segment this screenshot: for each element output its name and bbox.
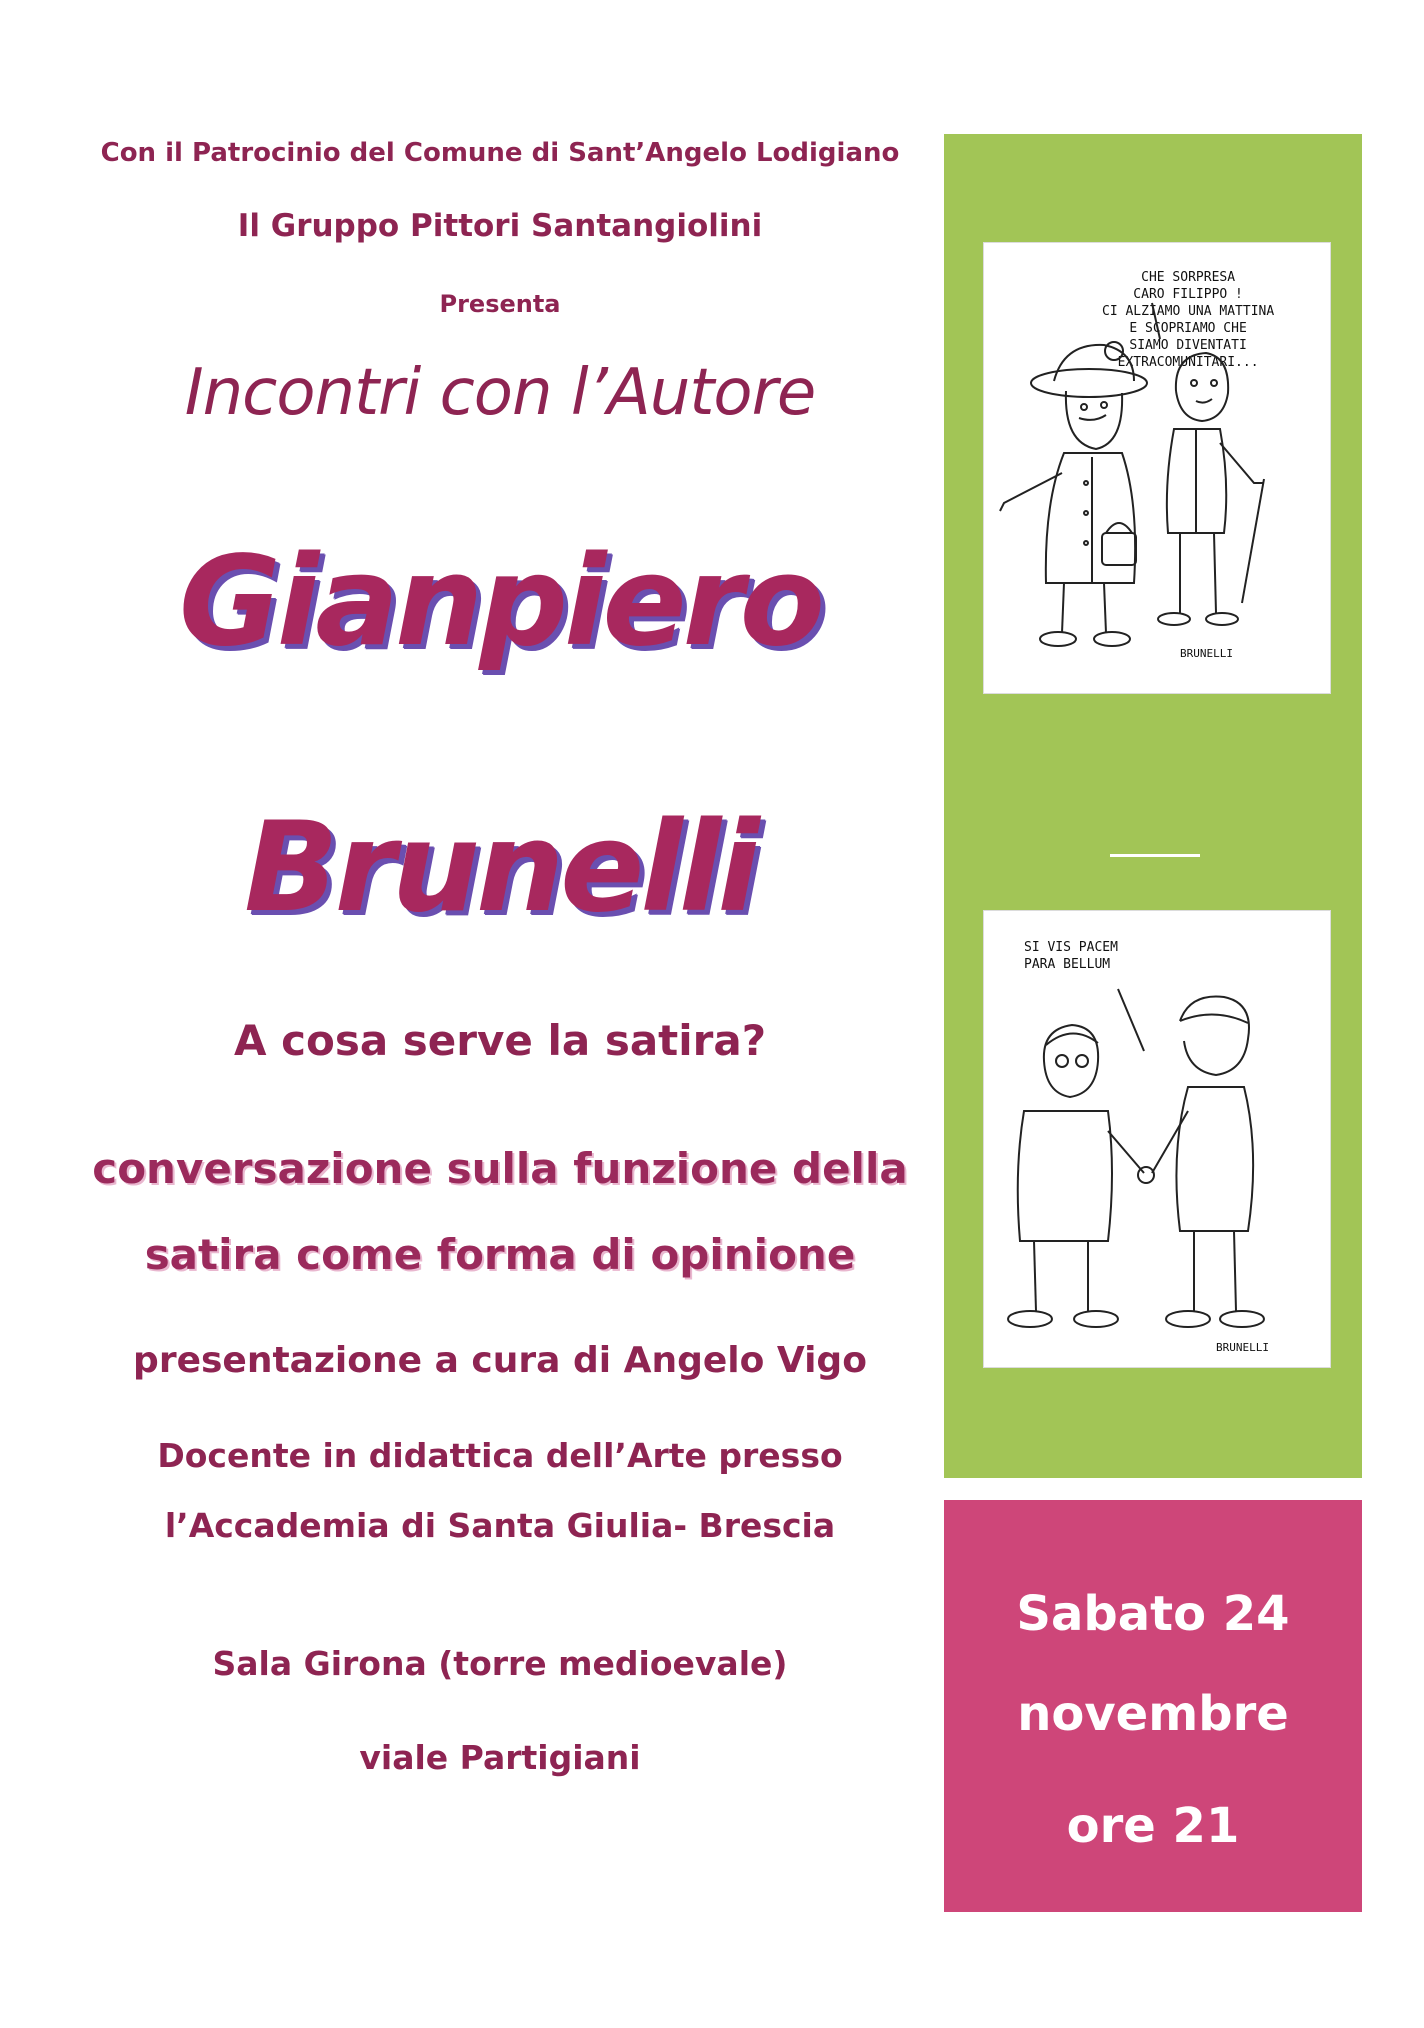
cartoon-2-speech: SI VIS PACEM PARA BELLUM [1024,940,1118,972]
event-question: A cosa serve la satira? [233,1016,767,1065]
description-line-1: conversazione sulla funzione della [92,1144,908,1193]
cartoon-handshake-image [983,910,1331,1368]
description-line-2: satira come forma di opinione [144,1230,856,1279]
curator-role-line-1: Docente in didattica dell’Arte presso [157,1436,843,1475]
date-box [944,1500,1362,1912]
group-name: Il Gruppo Pittori Santangiolini [237,208,763,244]
patronage-line: Con il Patrocinio del Comune di Sant’Angelo Lodigiano [100,138,900,168]
venue-street: viale Partigiani [359,1738,641,1777]
cartoon-1-drawing [984,243,1330,693]
event-month: novembre [1017,1686,1289,1742]
cartoon-2-signature: BRUNELLI [1216,1341,1269,1354]
event-time: ore 21 [1066,1798,1240,1854]
curator-line: presentazione a cura di Angelo Vigo [133,1340,867,1381]
presents-label: Presenta [439,290,561,318]
cartoon-queen-image [983,242,1331,694]
venue-name: Sala Girona (torre medioevale) [212,1644,788,1683]
cartoon-1-speech: CHE SORPRESA CARO FILIPPO ! CI ALZIAMO UNA MATTINA E SCOPRIAMO CHE SIAMO DIVENTATI EXTRACOMUNITARI... [1102,270,1275,370]
curator-role-line-2: l’Accademia di Santa Giulia- Brescia [164,1506,836,1545]
author-last-name: Brunelli [244,796,756,940]
cartoon-divider [1110,854,1200,857]
cartoon-1-signature: BRUNELLI [1180,647,1233,660]
event-day: Sabato 24 [1016,1586,1290,1642]
series-title: Incontri con l’Autore [184,356,816,430]
author-first-name: Gianpiero [179,530,821,674]
cartoon-2-drawing [984,911,1330,1367]
